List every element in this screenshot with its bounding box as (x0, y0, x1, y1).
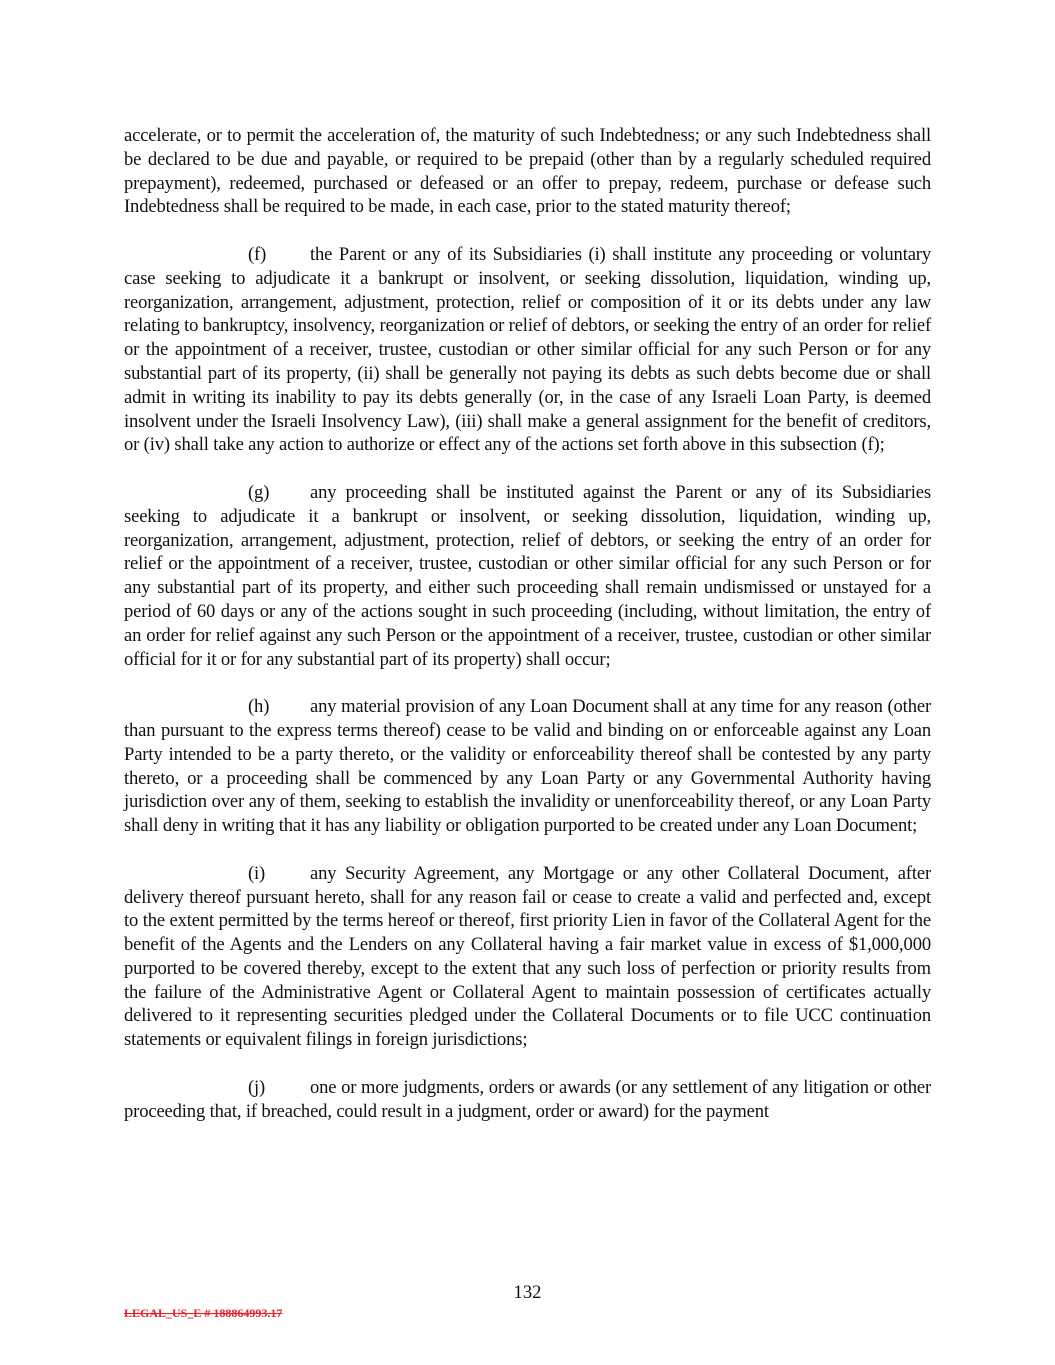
document-body (124, 124, 931, 1147)
paragraph-continuation (124, 124, 931, 219)
clause-label-f: (f) (248, 243, 267, 265)
page-number: 132 (513, 1282, 542, 1303)
paragraph-text: accelerate, or to permit the acceleration of, the maturity of such Indebtedness; or any such Indebtedness shall be declared to be due and payable, or required to be prepaid (other than by a regularly scheduled required prepayment), redeemed, purchased or defeased or an offer to prepay, redeem, purchase or defease such Indebtedness shall be required to be made, in each case, prior to the stated maturity thereof; (124, 125, 931, 218)
paragraph-j (124, 1076, 931, 1124)
paragraph-h (124, 695, 931, 838)
paragraph-text: any proceeding shall be instituted against the Parent or any of its Subsidiaries seeking to adjudicate it a bankrupt or insolvent, or seeking dissolution, liquidation, winding up, reorganization, arrangement, adjustment, protection, relief of debtors, or seeking the entry of an order for relief or the appointment of a receiver, trustee, custodian or other similar official for any such Person or for any substantial part of its property, and either such proceeding shall remain undismissed or unstayed for a period of 60 days or any of the actions sought in such proceeding (including, without limitation, the entry of an order for relief against any such Person or the appointment of a receiver, trustee, custodian or other similar official for it or for any substantial part of its property) shall occur; (124, 481, 931, 670)
paragraph-g (124, 481, 931, 671)
paragraph-f (124, 243, 931, 457)
clause-label-i: (i) (248, 862, 266, 884)
clause-label-j: (j) (248, 1076, 266, 1098)
paragraph-text: any material provision of any Loan Document shall at any time for any reason (other than pursuant to the express terms thereof) cease to be valid and binding on or enforceable against any Loan Party intended to be a party thereto, or the validity or enforceability thereof shall be contested by any party thereto, or a proceeding shall be commenced by any Loan Party or any Governmental Authority having jurisdiction over any of them, seeking to establish the invalidity or unenforceability thereof, or any Loan Party shall deny in writing that it has any liability or obligation purported to be created under any Loan Document; (124, 696, 931, 837)
clause-label-g: (g) (248, 481, 270, 503)
clause-label-h: (h) (248, 696, 270, 718)
document-reference-id: LEGAL_US_E # 188864993.17 (124, 1306, 283, 1320)
paragraph-text: the Parent or any of its Subsidiaries (i) shall institute any proceeding or voluntary case seeking to adjudicate it a bankrupt or insolvent, or seeking dissolution, liquidation, winding up, reorganization, arrangement, adjustment, protection, relief or composition of it or its debts under any law relating to bankruptcy, insolvency, reorganization or relief of debtors, or seeking the entry of an order for relief or the appointment of a receiver, trustee, custodian or other similar official for any such Person or for any substantial part of its property, (ii) shall be generally not paying its debts as such debts become due or shall admit in writing its inability to pay its debts generally (or, in the case of any Israeli Loan Party, is deemed insolvent under the Israeli Insolvency Law), (iii) shall make a general assignment for the benefit of creditors, or (iv) shall take any action to authorize or effect any of the actions set forth above in this subsection (f); (124, 243, 931, 456)
paragraph-text: one or more judgments, orders or awards (or any settlement of any litigation or other proceeding that, if breached, could result in a judgment, order or award) for the payment (124, 1076, 931, 1122)
paragraph-i (124, 862, 931, 1052)
paragraph-text: any Security Agreement, any Mortgage or any other Collateral Document, after delivery thereof pursuant hereto, shall for any reason fail or cease to create a valid and perfected and, except to the extent permitted by the terms hereof or thereof, first priority Lien in favor of the Collateral Agent for the benefit of the Agents and the Lenders on any Collateral having a fair market value in excess of $1,000,000 purported to be covered thereby, except to the extent that any such loss of perfection or priority results from the failure of the Administrative Agent or Collateral Agent to maintain possession of certificates actually delivered to it representing securities pledged under the Collateral Documents or to file UCC continuation statements or equivalent filings in foreign jurisdictions; (124, 862, 931, 1051)
